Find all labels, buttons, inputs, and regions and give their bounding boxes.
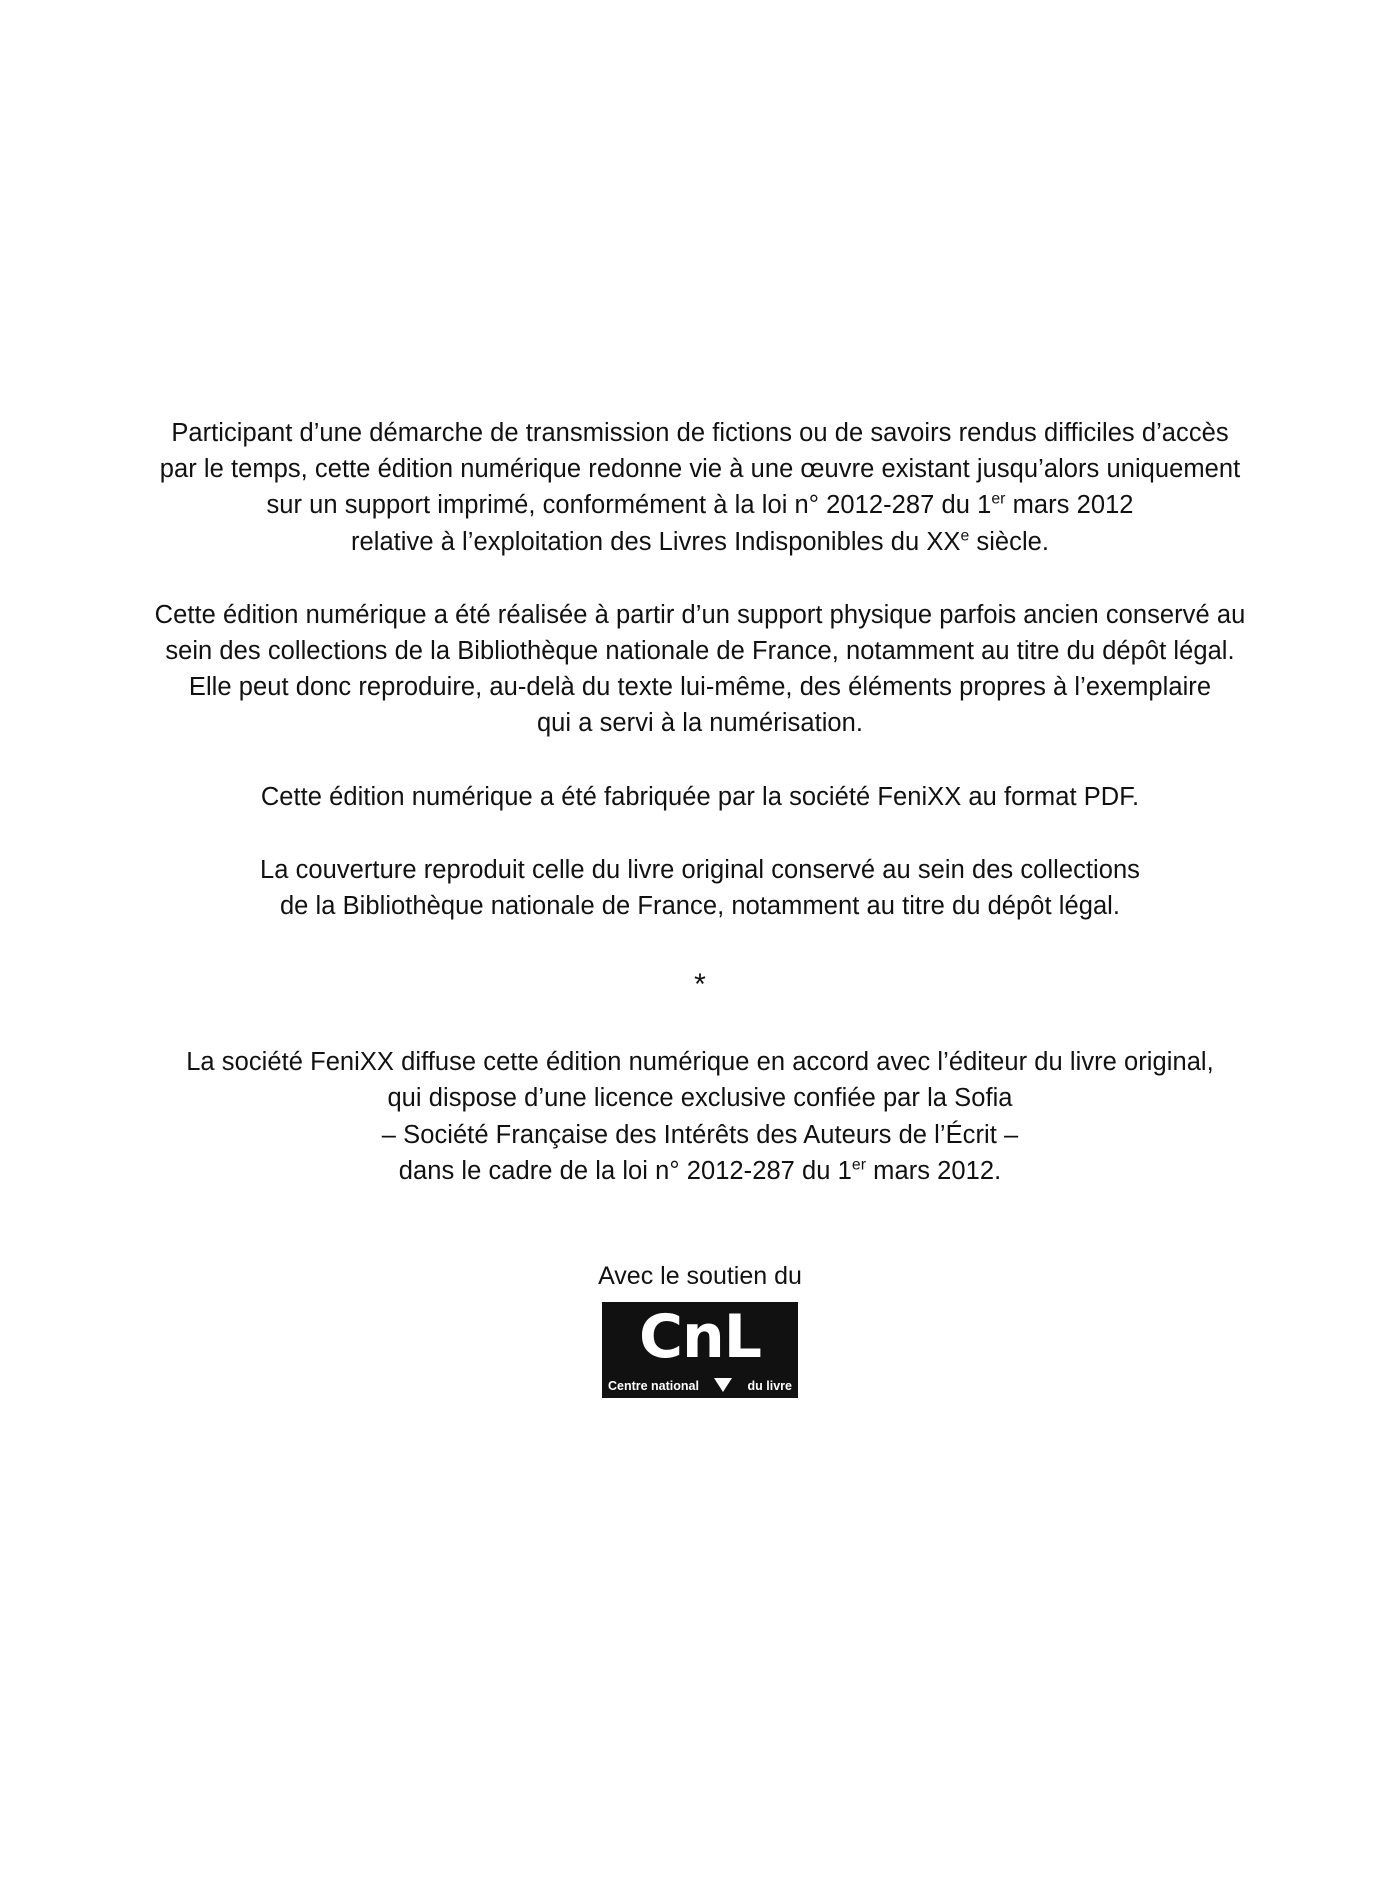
support-label: Avec le soutien du <box>598 1262 802 1291</box>
cnl-tagline-area <box>602 1374 798 1398</box>
section-separator-asterisk: * <box>694 968 706 1002</box>
paragraph-cover-notice: La couverture reproduit celle du livre original conservé au sein des collections de la Bibliothèque nationale de France, notamment au titre du dépôt légal. <box>260 855 1140 921</box>
support-block <box>598 1261 802 1398</box>
cnl-tagline-right: du livre <box>747 1378 792 1393</box>
paragraph-format-notice: Cette édition numérique a été fabriquée par la société FeniXX au format PDF. <box>260 782 1140 811</box>
paragraph-diffusion-notice: La société FeniXX diffuse cette édition numérique en accord avec l’éditeur du livre original, qui dispose d’une licence exclusive confiée par la Sofia – Société Française des Intérêts des Auteurs de l’Écrit – dans le cadre de la loi n° 2012-287 du 1er mars 2012. <box>186 1048 1214 1185</box>
cnl-triangle-icon <box>714 1378 732 1392</box>
paragraph-transmission-notice: Participant d’une démarche de transmission de fictions ou de savoirs rendus difficiles d’accès par le temps, cette édition numérique redonne vie à une œuvre existant jusqu’alors uniquement sur un support imprimé, conformément à la loi n° 2012-287 du 1er mars 2012 relative à l’exploitation des Livres Indisponibles du XXe siècle. <box>159 419 1241 556</box>
notice-content <box>0 415 1400 1398</box>
paragraph-source-notice: Cette édition numérique a été réalisée à partir d’un support physique parfois ancien conservé au sein des collections de la Bibliothèque nationale de France, notamment au titre du dépôt légal. Elle peut donc reproduire, au-delà du texte lui-même, des éléments propres à l’exemplaire qui a servi à la numérisation. <box>154 600 1246 738</box>
cnl-acronym-area <box>602 1302 798 1374</box>
cnl-tagline-left: Centre national <box>607 1378 699 1393</box>
cnl-acronym: CnL <box>638 1302 761 1373</box>
cnl-logo <box>602 1302 798 1398</box>
